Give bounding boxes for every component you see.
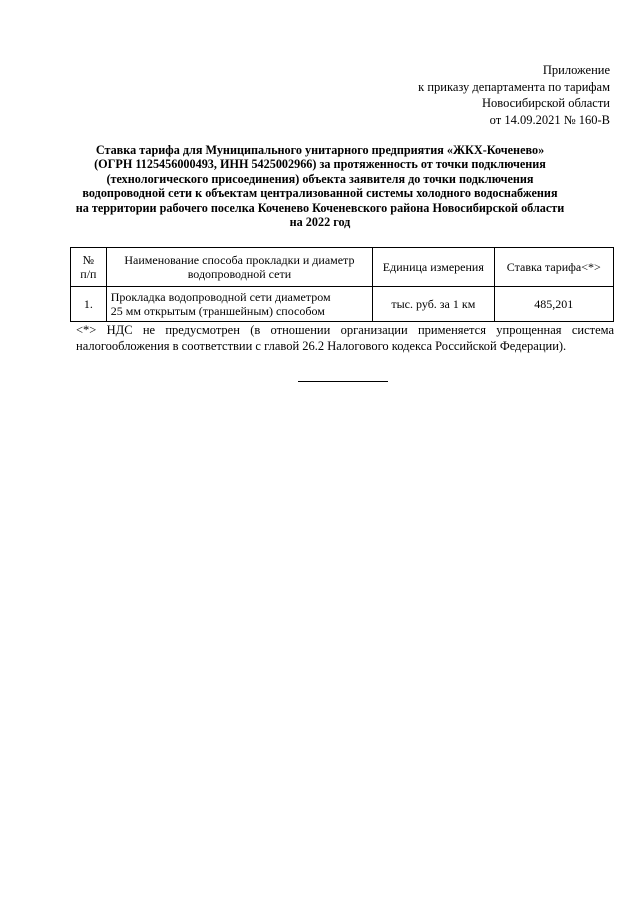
- header-number-line: №: [82, 253, 95, 267]
- header-name-line: Наименование способа прокладки и диаметр: [124, 253, 355, 267]
- appendix-line: к приказу департамента по тарифам: [418, 79, 610, 94]
- title-line: водопроводной сети к объектам централизованной системы холодного водоснабжения: [82, 186, 558, 201]
- header-number: [71, 248, 107, 287]
- separator-line: [298, 381, 388, 382]
- header-rate: Ставка тарифа<*>: [494, 248, 613, 287]
- document-title: [60, 143, 580, 229]
- header-unit: Единица измерения: [373, 248, 494, 287]
- tariff-table: [70, 247, 614, 322]
- footnote: <*> НДС не предусмотрен (в отношении организации применяется упрощенная система налогообложения в соответствии с главой 26.2 Налогового кодекса Российской Федерации).: [76, 323, 614, 353]
- cell-rate: 485,201: [494, 287, 613, 322]
- title-line: на территории рабочего поселка Коченево Коченевского района Новосибирской области: [75, 200, 565, 215]
- appendix-header: [418, 62, 610, 128]
- appendix-line: Приложение: [542, 63, 610, 77]
- cell-unit: тыс. руб. за 1 км: [373, 287, 494, 322]
- title-line: (ОГРН 1125456000493, ИНН 5425002966) за протяженность от точки подключения: [94, 157, 546, 172]
- appendix-line: Новосибирской области: [481, 96, 610, 110]
- header-name-line: водопроводной сети: [187, 267, 292, 281]
- cell-name-line: Прокладка водопроводной сети диаметром: [110, 290, 331, 304]
- appendix-date-line: от 14.09.2021 № 160-В: [489, 112, 610, 127]
- cell-name-line: 25 мм открытым (траншейным) способом: [110, 304, 325, 318]
- title-line: Ставка тарифа для Муниципального унитарного предприятия «ЖКХ-Коченево»: [95, 143, 545, 157]
- table-header-row: [71, 248, 614, 287]
- header-name: [106, 248, 372, 287]
- cell-number: 1.: [71, 287, 107, 322]
- title-line: (технологического присоединения) объекта заявителя до точки подключения: [106, 171, 534, 186]
- header-number-line: п/п: [80, 267, 97, 281]
- cell-name: [106, 287, 372, 322]
- table-row: [71, 287, 614, 322]
- title-line: на 2022 год: [289, 215, 351, 230]
